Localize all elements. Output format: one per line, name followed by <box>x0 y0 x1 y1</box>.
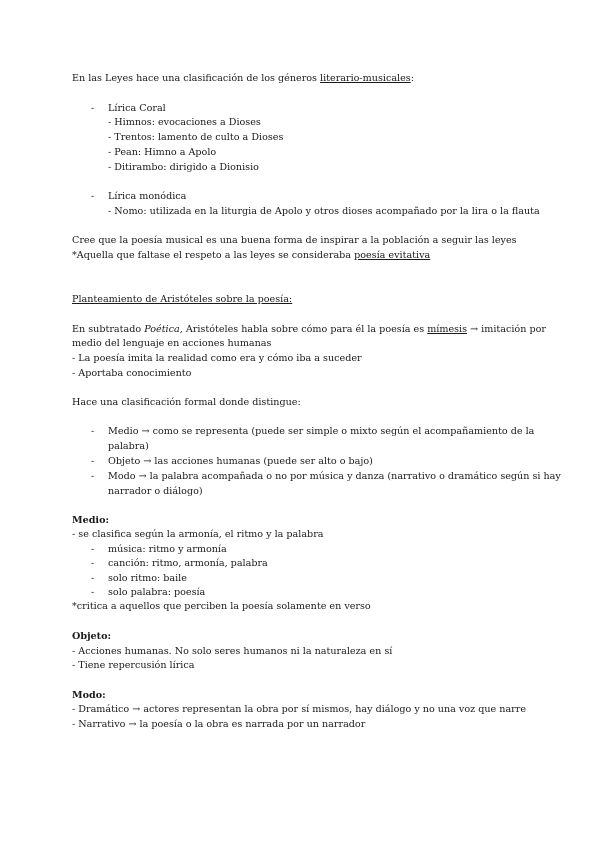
list-bullet: - <box>91 191 95 202</box>
list-item: - Nomo: utilizada en la liturgia de Apolo y otros dioses acompañado por la lira o la flauta <box>108 206 540 217</box>
poetica-line <box>72 323 546 337</box>
objeto-item: - Tiene repercusión lírica <box>72 660 195 671</box>
list-item: - Ditirambo: dirigido a Dionisio <box>108 162 259 173</box>
medio-item: solo ritmo: baile <box>108 573 187 584</box>
modo-heading: Modo: <box>72 690 106 701</box>
poetica-text-c: → imitación por <box>467 324 546 335</box>
medio-line: - se clasifica según la armonía, el ritmo y la palabra <box>72 529 324 540</box>
medio-note: *critica a aquellos que perciben la poesía solamente en verso <box>72 601 371 612</box>
list-item: - Trentos: lamento de culto a Dioses <box>108 132 284 143</box>
clasificacion-objeto: Objeto → las acciones humanas (puede ser alto o bajo) <box>108 456 373 467</box>
intro-suffix: : <box>410 73 414 84</box>
lirica-coral-title: Lírica Coral <box>108 103 166 114</box>
objeto-heading: Objeto: <box>72 631 112 642</box>
intro-text: En las Leyes hace una clasificación de los géneros <box>72 73 321 84</box>
poesia-evitativa-term: poesía evitativa <box>354 250 431 261</box>
poesia-evitativa-text: *Aquella que faltase el respeto a las leyes se consideraba <box>72 250 355 261</box>
medio-item: solo palabra: poesía <box>108 587 206 598</box>
medio-item: música: ritmo y armonía <box>108 544 227 555</box>
poesia-musical-line: Cree que la poesía musical es una buena forma de inspirar a la población a seguir las leyes <box>72 235 517 246</box>
clasificacion-medio: Medio → como se representa (puede ser simple o mixto según el acompañamiento de la <box>108 426 535 437</box>
list-bullet: - <box>91 558 95 569</box>
list-item: - Himnos: evocaciones a Dioses <box>108 117 261 128</box>
aristoteles-point: - Aportaba conocimiento <box>72 368 192 379</box>
objeto-item: - Acciones humanas. No solo seres humanos ni la naturaleza en sí <box>72 646 393 657</box>
list-bullet: - <box>91 544 95 555</box>
list-bullet: - <box>91 456 95 467</box>
intro-underlined-term: literario-musicales <box>320 73 411 84</box>
poetica-title: Poética <box>144 324 180 335</box>
clasificacion-modo: Modo → la palabra acompañada o no por música y danza (narrativo o dramático según si hay <box>108 471 561 482</box>
list-bullet: - <box>91 426 95 437</box>
poetica-line-2: medio del lenguaje en acciones humanas <box>72 338 272 349</box>
list-bullet: - <box>91 103 95 114</box>
aristoteles-point: - La poesía imita la realidad como era y cómo iba a suceder <box>72 353 362 364</box>
clasificacion-medio-cont: palabra) <box>108 441 149 452</box>
modo-item: - Narrativo → la poesía o la obra es narrada por un narrador <box>72 719 366 730</box>
aristoteles-heading: Planteamiento de Aristóteles sobre la poesía: <box>72 294 293 305</box>
clasificacion-modo-cont: narrador o diálogo) <box>108 486 203 497</box>
clasificacion-intro: Hace una clasificación formal donde distingue: <box>72 397 301 408</box>
modo-item: - Dramático → actores representan la obra por sí mismos, hay diálogo y no una voz que narre <box>72 704 527 715</box>
list-bullet: - <box>91 587 95 598</box>
lirica-monodica-title: Lírica monódica <box>108 191 187 202</box>
poetica-text-a: En subtratado <box>72 324 145 335</box>
medio-item: canción: ritmo, armonía, palabra <box>108 558 268 569</box>
poetica-text-b: , Aristóteles habla sobre cómo para él la poesía es <box>179 324 428 335</box>
list-bullet: - <box>91 573 95 584</box>
list-item: - Pean: Himno a Apolo <box>108 147 217 158</box>
medio-heading: Medio: <box>72 515 110 526</box>
mimesis-term: mímesis <box>427 324 468 335</box>
intro-line <box>72 72 414 86</box>
list-bullet: - <box>91 471 95 482</box>
poesia-evitativa-line <box>72 249 430 263</box>
